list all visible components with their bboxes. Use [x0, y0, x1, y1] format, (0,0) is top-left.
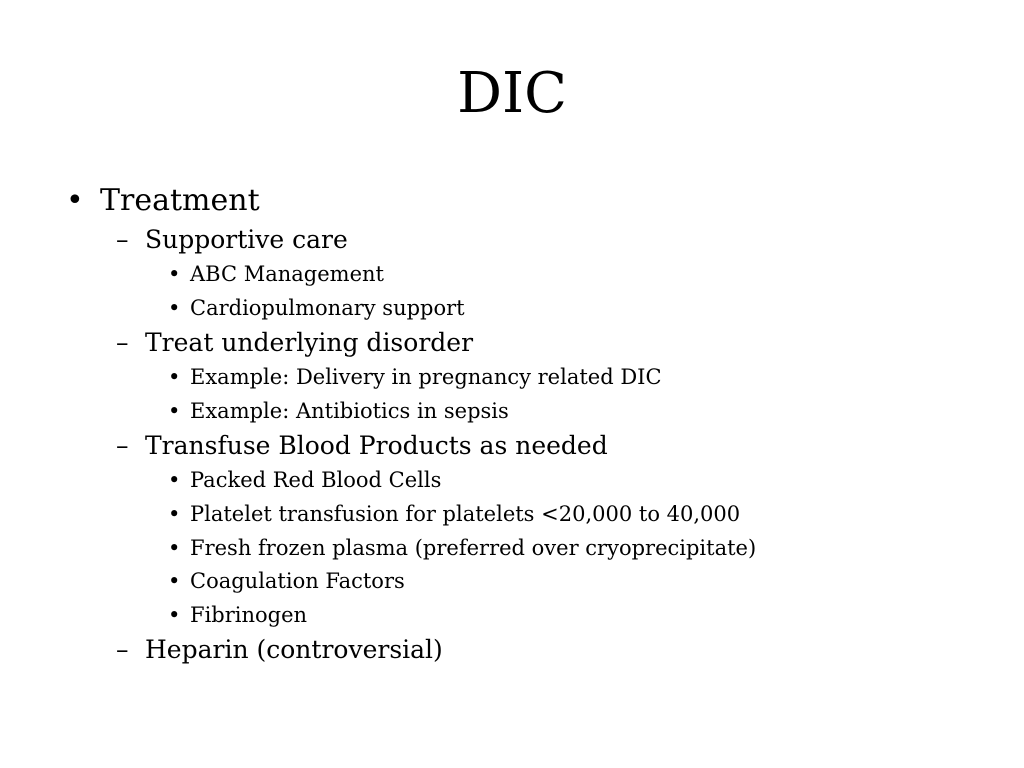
sub-sub-bullet [66, 258, 986, 292]
sub-bullet-text: Transfuse Blood Products as needed [145, 431, 608, 461]
bullet-marker: • [168, 262, 181, 286]
sub-sub-bullet [66, 361, 986, 395]
bullet-treatment [66, 180, 986, 222]
bullet-marker: • [168, 365, 181, 390]
slide-title: DIC [457, 61, 567, 126]
sub-sub-bullet [66, 395, 986, 429]
bullet-marker: • [168, 535, 181, 560]
bullet-marker: • [66, 183, 84, 218]
sub-bullet-text: Treat underlying disorder [145, 328, 474, 358]
sub-sub-bullet-text: Fibrinogen [190, 602, 308, 627]
sub-bullet-text: Heparin (controversial) [145, 635, 443, 665]
bullet-marker: • [168, 569, 181, 594]
sub-sub-bullet-text: ABC Management [190, 262, 384, 286]
bullet-marker: • [168, 501, 181, 526]
sub-sub-bullet-text: Cardiopulmonary support [190, 295, 465, 320]
dash-marker: – [116, 225, 129, 254]
bullet-marker: • [168, 398, 181, 423]
sub-sub-bullet [66, 565, 986, 599]
sub-sub-bullet [66, 292, 986, 326]
sub-sub-bullet [66, 464, 986, 498]
sub-bullet-transfuse [66, 428, 986, 464]
sub-sub-bullet-text: Packed Red Blood Cells [190, 468, 442, 493]
slide-body [66, 180, 986, 668]
sub-sub-bullet [66, 498, 986, 532]
bullet-text: Treatment [100, 183, 260, 218]
sub-sub-bullet-text: Platelet transfusion for platelets <20,000 to 40,000 [190, 501, 741, 526]
sub-sub-bullet-text: Example: Antibiotics in sepsis [190, 398, 509, 423]
dash-marker: – [116, 328, 129, 358]
sub-bullet-text: Supportive care [145, 225, 348, 254]
bullet-marker: • [168, 468, 181, 493]
sub-bullet-supportive-care [66, 222, 986, 258]
bullet-marker: • [168, 295, 181, 320]
dash-marker: – [116, 635, 129, 665]
dash-marker: – [116, 431, 129, 461]
sub-sub-bullet-text: Coagulation Factors [190, 569, 405, 594]
sub-sub-bullet [66, 532, 986, 566]
sub-bullet-heparin [66, 632, 986, 668]
sub-bullet-treat-underlying [66, 325, 986, 361]
sub-sub-bullet-text: Example: Delivery in pregnancy related DIC [190, 365, 662, 390]
bullet-marker: • [168, 602, 181, 627]
sub-sub-bullet-text: Fresh frozen plasma (preferred over cryoprecipitate) [190, 535, 757, 560]
sub-sub-bullet [66, 599, 986, 633]
